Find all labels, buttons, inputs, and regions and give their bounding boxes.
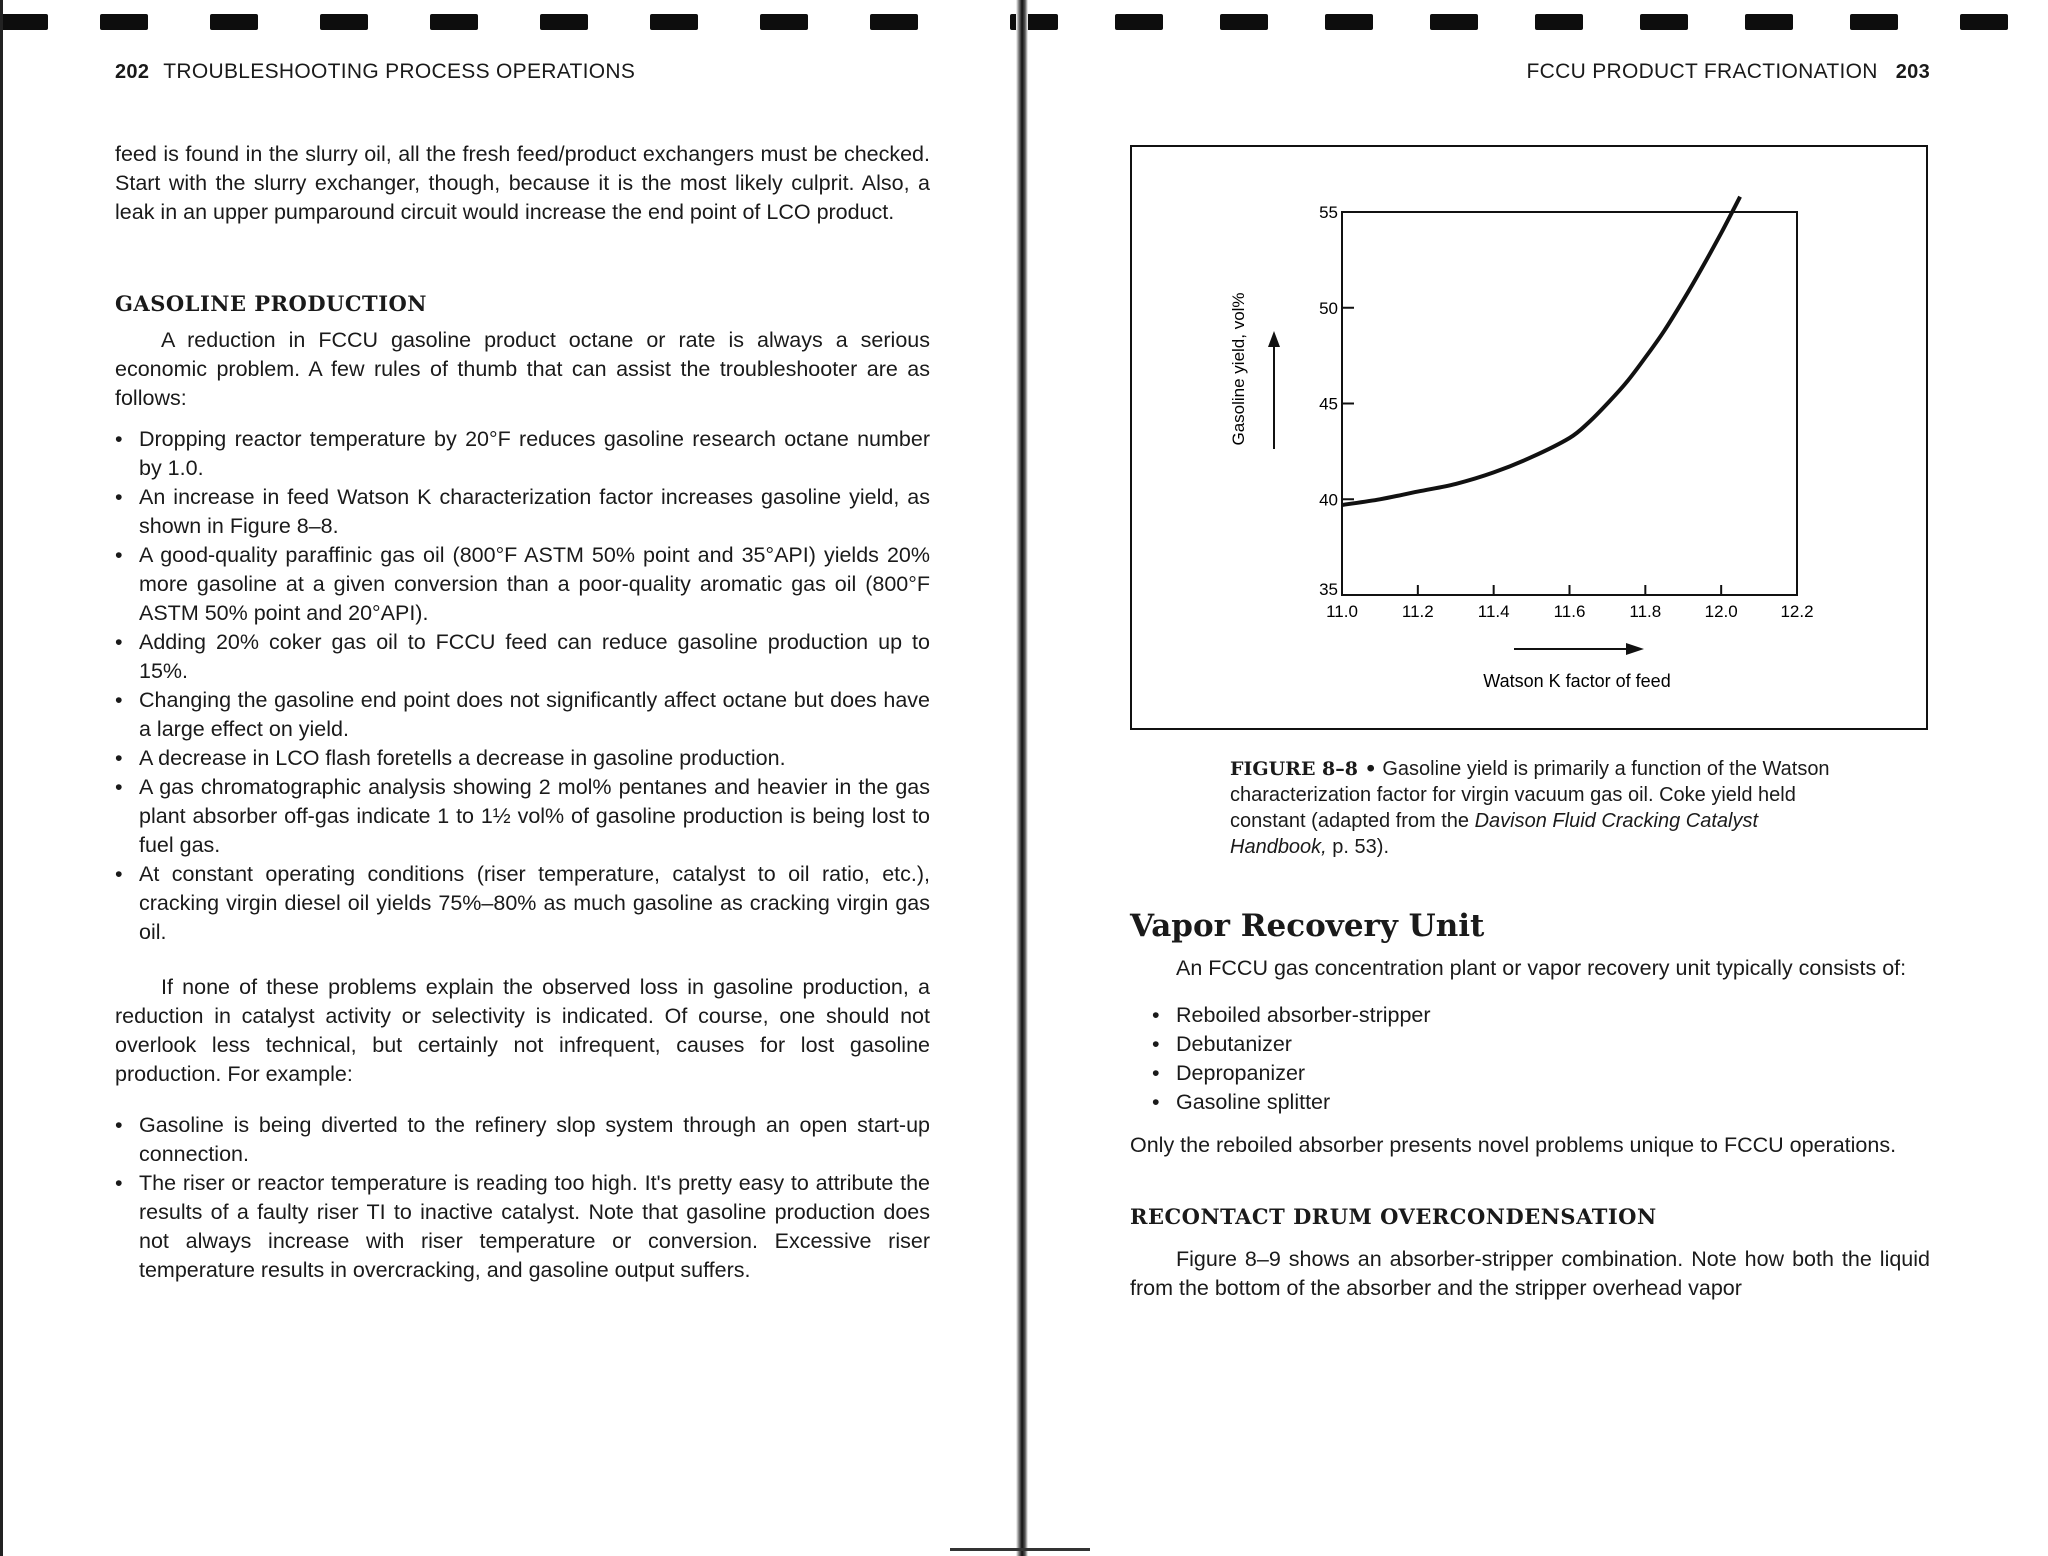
intro-paragraph: feed is found in the slurry oil, all the fresh feed/product exchangers must be checked. Start with the slurry exchanger, though, because it is the most likely culprit. Also, a leak in an upper pumparound circuit would increase the end point of LCO product. — [115, 142, 930, 224]
y-axis-label: Gasoline yield, vol% — [1229, 292, 1248, 446]
list-item: • Dropping reactor temperature by 20°F reduces gasoline research octane number by 1.0. — [115, 425, 930, 483]
x-tick-label: 12.0 — [1704, 602, 1738, 621]
list-item: • Gasoline splitter — [1152, 1088, 1930, 1117]
section-heading-vapor-recovery: Vapor Recovery Unit — [1130, 908, 1485, 944]
right-running-title: FCCU PRODUCT FRACTIONATION — [1526, 60, 1878, 83]
left-page-number: 202 — [115, 61, 150, 83]
chart-ticks — [1319, 203, 1813, 621]
x-tick-label: 11.8 — [1629, 602, 1662, 621]
x-tick-label: 11.0 — [1326, 602, 1358, 621]
list-item: • A gas chromatographic analysis showing 2 mol% pentanes and heavier in the gas plant absorber off-gas indicate 1 to 1½ vol% of gasoline production is being lost to fuel gas. — [115, 773, 930, 860]
list-item: • Depropanizer — [1152, 1059, 1930, 1088]
section-heading-gasoline: GASOLINE PRODUCTION — [115, 291, 428, 316]
gasoline-yield-chart — [1132, 147, 1930, 732]
list-item: • Changing the gasoline end point does not significantly affect octane but does have a large effect on yield. — [115, 686, 930, 744]
figure-caption — [1230, 756, 1850, 860]
followup-paragraph: If none of these problems explain the observed loss in gasoline production, a reduction in catalyst activity or selectivity is indicated. Of course, one should not overlook less technical, but certainly not infrequent, causes for lost gasoline production. For example: — [115, 975, 930, 1086]
x-tick-label: 11.4 — [1477, 602, 1510, 621]
left-page — [115, 60, 930, 1285]
book-spine — [1016, 0, 1028, 1556]
left-running-head — [115, 60, 930, 100]
list-item: • Adding 20% coker gas oil to FCCU feed can reduce gasoline production up to 15%. — [115, 628, 930, 686]
x-tick-label: 11.6 — [1553, 602, 1586, 621]
vru-intro: An FCCU gas concentration plant or vapor recovery unit typically consists of: — [1176, 956, 1907, 980]
x-axis-arrow — [1514, 643, 1644, 655]
figure-8-8 — [1130, 145, 1928, 730]
rules-list — [115, 425, 930, 947]
spine-shadow — [950, 1548, 1090, 1551]
list-item: • Gasoline is being diverted to the refinery slop system through an open start-up connection. — [115, 1111, 930, 1169]
x-tick-label: 12.2 — [1780, 602, 1814, 621]
y-tick-label: 35 — [1319, 580, 1338, 599]
right-page-number: 203 — [1895, 61, 1930, 83]
series-line — [1342, 197, 1740, 505]
caption-source: Davison Fluid Cracking Catalyst Handbook, — [1230, 810, 1759, 858]
plot-frame — [1342, 212, 1797, 595]
section-intro: A reduction in FCCU gasoline product octane or rate is always a serious economic problem. A few rules of thumb that can assist the troubleshooter are as follows: — [115, 328, 930, 410]
left-running-title: TROUBLESHOOTING PROCESS OPERATIONS — [163, 60, 636, 83]
list-item: • Debutanizer — [1152, 1030, 1930, 1059]
right-page — [1130, 60, 1930, 1303]
caption-text-end: p. 53). — [1326, 836, 1390, 858]
page-edge — [0, 0, 3, 1556]
vru-note: Only the reboiled absorber presents novel problems unique to FCCU operations. — [1130, 1133, 1897, 1157]
x-tick-label: 11.2 — [1401, 602, 1434, 621]
closing-paragraph: Figure 8–9 shows an absorber-stripper combination. Note how both the liquid from the bottom of the absorber and the stripper overhead vapor — [1130, 1247, 1930, 1300]
list-item: • At constant operating conditions (riser temperature, catalyst to oil ratio, etc.), cracking virgin diesel oil yields 75%–80% as much gasoline as cracking virgin gas oil. — [115, 860, 930, 947]
caption-text: Gasoline yield is primarily a function of the Watson characterization factor for virgin vacuum gas oil. Coke yield held constant (adapted from the — [1230, 758, 1830, 832]
x-axis-label: Watson K factor of feed — [1483, 671, 1671, 691]
y-tick-label: 55 — [1319, 203, 1338, 222]
list-item: • An increase in feed Watson K characterization factor increases gasoline yield, as shown in Figure 8–8. — [115, 483, 930, 541]
y-axis-arrow — [1268, 331, 1280, 449]
list-item: • A decrease in LCO flash foretells a decrease in gasoline production. — [115, 744, 930, 773]
list-item: • The riser or reactor temperature is reading too high. It's pretty easy to attribute the results of a faulty riser TI to inactive catalyst. Note that gasoline production does not always increase with riser temperature or conversion. Excessive riser temperature results in overcracking, and gasoline output suffers. — [115, 1169, 930, 1285]
vru-components-list — [1152, 1001, 1930, 1117]
y-tick-label: 50 — [1319, 298, 1338, 318]
right-running-head — [1130, 60, 1930, 100]
examples-list — [115, 1111, 930, 1285]
figure-label: FIGURE 8–8 • — [1230, 758, 1377, 780]
section-heading-recontact-drum: RECONTACT DRUM OVERCONDENSATION — [1130, 1204, 1657, 1229]
y-tick-label: 40 — [1319, 490, 1338, 510]
chart-axes — [1342, 212, 1797, 595]
y-tick-label: 45 — [1319, 394, 1338, 414]
list-item: • Reboiled absorber-stripper — [1152, 1001, 1930, 1030]
list-item: • A good-quality paraffinic gas oil (800°F ASTM 50% point and 35°API) yields 20% more gasoline at a given conversion than a poor-quality aromatic gas oil (800°F ASTM 50% point and 20°API). — [115, 541, 930, 628]
